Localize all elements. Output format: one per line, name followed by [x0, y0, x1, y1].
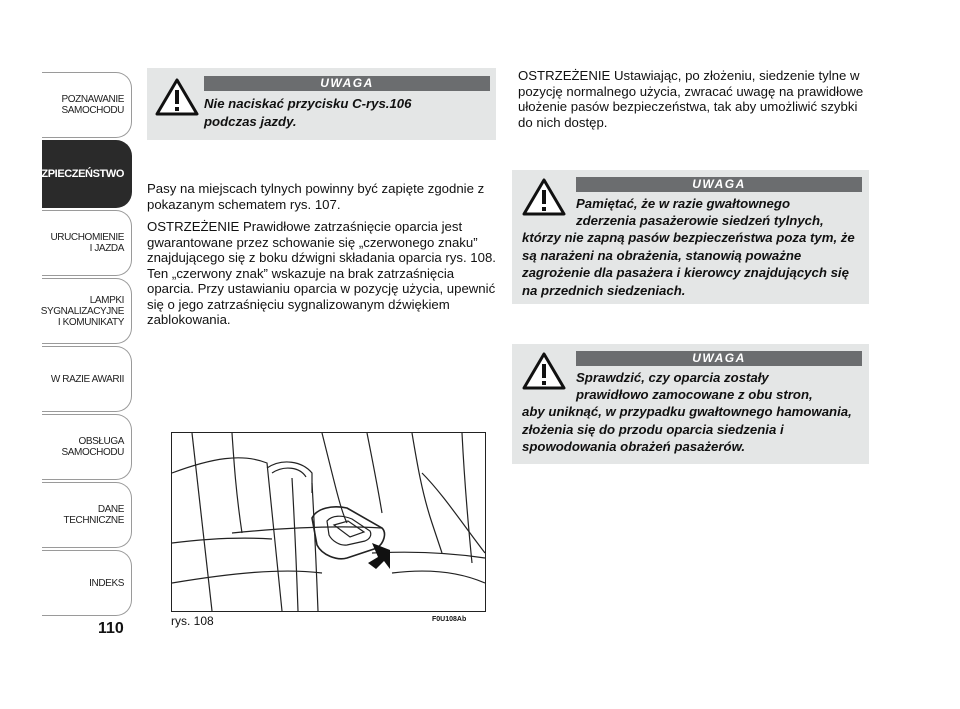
- tab-label: LAMPKI SYGNALIZACYJNE I KOMUNIKATY: [40, 294, 124, 328]
- figure-code: F0U108Ab: [432, 616, 467, 623]
- tab-uruchomienie-i-jazda[interactable]: [42, 210, 132, 276]
- tab-indeks[interactable]: [42, 550, 132, 616]
- warning-box-3: [512, 344, 869, 464]
- right-body-text: [518, 68, 868, 137]
- tab-lampki-sygnalizacyjne[interactable]: [42, 278, 132, 344]
- tab-label: INDEKS: [89, 577, 124, 589]
- warning-triangle-icon: [155, 78, 199, 116]
- warning-text: Nie naciskać przycisku C-rys.106 podczas jazdy.: [204, 96, 412, 129]
- page-number: 110: [98, 620, 124, 637]
- warning-box-2: [512, 170, 869, 304]
- left-body-text: [147, 181, 499, 335]
- warning-box-1: [147, 68, 496, 140]
- warning-text: którzy nie zapną pasów bezpieczeństwa poza tym, że są narażeni na obrażenia, stanowią poważne zagrożenie dla pasażera i kierowcy znajdujących się na przednich siedzeniach.: [522, 230, 855, 298]
- tab-label: URUCHOMIENIE I JAZDA: [50, 232, 124, 254]
- warning-triangle-icon: [522, 178, 566, 216]
- warning-title: UWAGA: [576, 351, 862, 366]
- tab-label: BEZPIECZEŃSTWO: [26, 167, 124, 180]
- tab-label: OBSŁUGA SAMOCHODU: [61, 436, 124, 458]
- warning-line: zderzenia pasażerowie siedzeń tylnych,: [576, 213, 824, 228]
- tab-label: DANE TECHNICZNE: [63, 504, 124, 526]
- warning-title: UWAGA: [576, 177, 862, 192]
- warning-triangle-icon: [522, 352, 566, 390]
- arrow-icon: [368, 543, 390, 569]
- figure-seat-illustration: [171, 432, 486, 612]
- warning-title: UWAGA: [204, 76, 490, 91]
- tab-w-razie-awarii[interactable]: [42, 346, 132, 412]
- seat-latch-illustration: [172, 433, 485, 611]
- tab-obsluga-samochodu[interactable]: [42, 414, 132, 480]
- paragraph: Pasy na miejscach tylnych powinny być zapięte zgodnie z pokazanym schematem rys. 107.: [147, 181, 485, 212]
- tab-bezpieczenstwo[interactable]: [26, 140, 132, 208]
- warning-line: Sprawdzić, czy oparcia zostały: [576, 370, 769, 385]
- tab-label: W RAZIE AWARII: [50, 373, 124, 385]
- tab-poznawanie-samochodu[interactable]: [42, 72, 132, 138]
- paragraph: OSTRZEŻENIE Ustawiając, po złożeniu, siedzenie tylne w pozycję normalnego użycia, zwracać uwagę na prawidłowe ułożenie pasów bezpieczeństwa, tak aby umożliwić szybki do nich dostęp.: [518, 68, 864, 130]
- warning-text: aby uniknąć, w przypadku gwałtownego hamowania, złożenia się do przodu oparcia siedzenia i spowodowania obrażeń pasażerów.: [522, 404, 852, 454]
- warning-line: prawidłowo zamocowane z obu stron,: [576, 387, 813, 402]
- warning-line: Pamiętać, że w razie gwałtownego: [576, 196, 790, 211]
- figure-caption: rys. 108: [171, 614, 214, 628]
- tab-dane-techniczne[interactable]: [42, 482, 132, 548]
- paragraph: OSTRZEŻENIE Prawidłowe zatrzaśnięcie oparcia jest gwarantowane przez schowanie się „czerwonego znaku” znajdującego się z boku dźwigni składania oparcia rys. 108.: [147, 219, 496, 265]
- paragraph: Ten „czerwony znak” wskazuje na brak zatrzaśnięcia oparcia. Przy ustawianiu oparcia w pozycję użycia, upewnić się o jego zatrzaśnięciu sygnalizowanym dźwiękiem zablokowania.: [147, 265, 496, 327]
- tab-label: POZNAWANIE SAMOCHODU: [61, 94, 124, 116]
